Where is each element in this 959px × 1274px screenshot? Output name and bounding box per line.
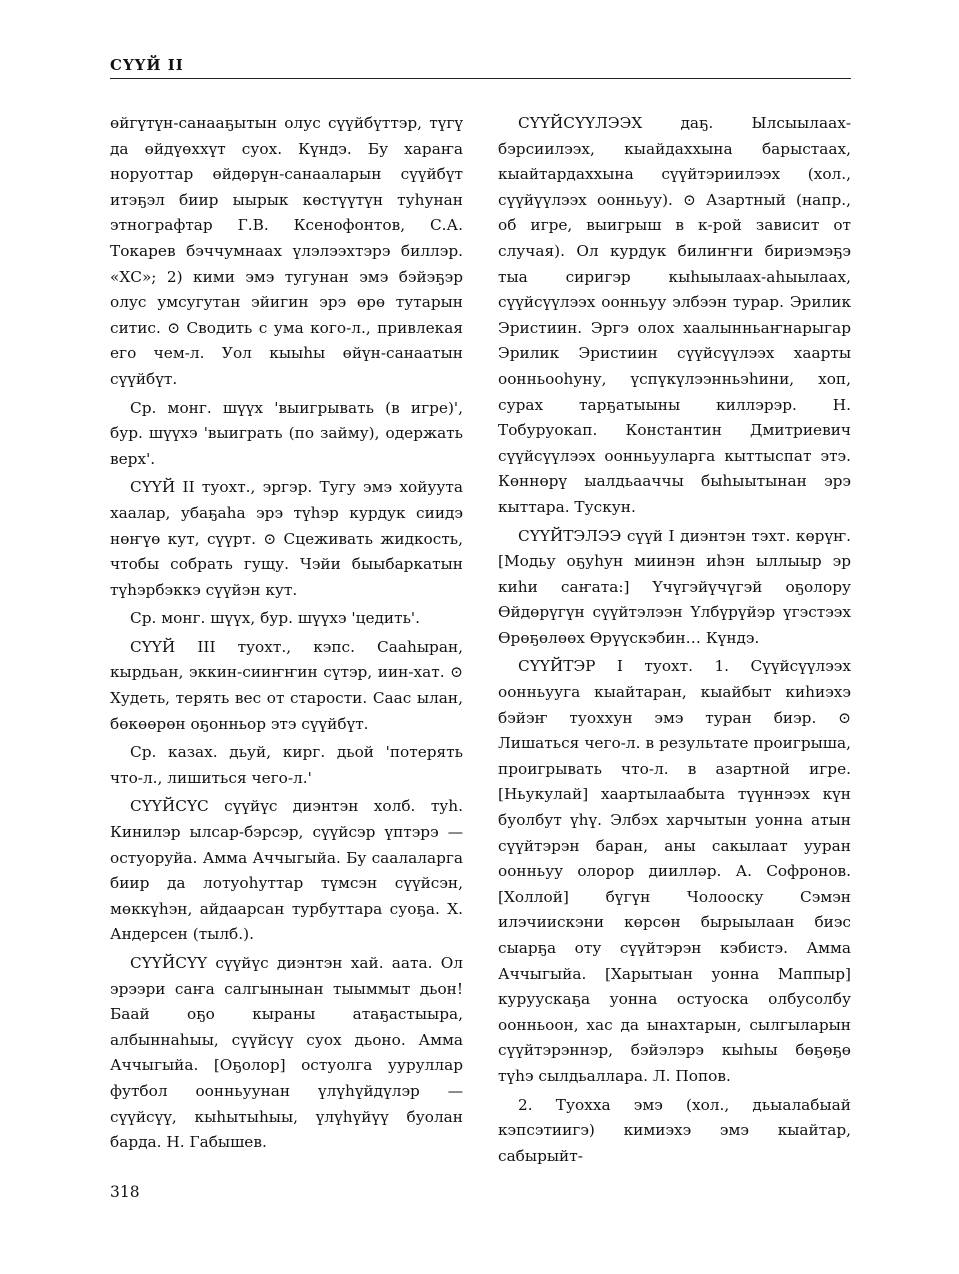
entry-paragraph: СҮҮЙСҮС сүүйүс диэнтэн холб. туһ. Кинилэр ылсар-бэрсэр, сүүйсэр үптэрэ — остуоруйа. Амма Аччыгыйа. Бу саалаларга биир да лотуоһуттар түмсэн сүүйсэн, мөккүһэн, айдаарсан турбуттара суоҕа. Х. Андерсен (тылб.).	[110, 797, 463, 944]
entry-paragraph: СҮҮЙСҮҮ сүүйүс диэнтэн хай. аата. Ол эрээри саҥа салгынынан тыыммыт дьон! Баай оҕо кыраны атаҕастыыра, албыннаһыы, сүүйсүү суох дьоно. Амма Аччыгыйа. [Оҕолор] остуолга ууруллар футбол оонньуунан үлүһүйдүлэр — сүүйсүү, кыһытыһыы, үлүһүйүү буолан барда. Н. Габышев.	[110, 954, 463, 1152]
entry-paragraph: СҮҮЙ III туохт., кэпс. Сааһыран, кырдьан, эккин-сииҥҥин сүтэр, иин-хат. ⊙ Худеть, терять вес от старости. Саас ылан, бөкөөрөн оҕонньор этэ сүүйбүт.	[110, 637, 463, 733]
entry-paragraph: Ср. монг. шүүх, бур. шүүхэ 'цедить'.	[130, 609, 420, 628]
page-number: 318	[110, 1183, 140, 1201]
entry-paragraph: 2. Туохха эмэ (хол., дьыалабыай кэпсэтиигэ) кимиэхэ эмэ кыайтар, сабырыйт-	[498, 1095, 851, 1165]
left-column	[110, 111, 463, 1159]
entry-paragraph: Ср. монг. шүүх 'выигрывать (в игре)', бур. шүүхэ 'выиграть (по займу), одержать верх'.	[110, 398, 463, 468]
header-rule	[110, 78, 851, 79]
entry-paragraph: СҮҮЙ II туохт., эргэр. Тугу эмэ хойуута хаалар, убаҕаһа эрэ түһэр курдук сиидэ нөҥүө кут, сүүрт. ⊙ Сцеживать жидкость, чтобы собрать гущу. Чэйи быыбаркатын түһэрбэккэ сүүйэн кут.	[110, 478, 463, 599]
entry-paragraph: Ср. казах. дьуй, кирг. дьой 'потерять что-л., лишиться чего-л.'	[110, 743, 463, 787]
entry-paragraph: СҮҮЙТЭЛЭЭ сүүй I диэнтэн тэхт. көрүҥ. [Модьу оҕуһун миинэн иһэн ыллыыр эр киһи саҥата:] Үчүгэйүчүгэй оҕолору Өйдөрүгүн сүүйтэлээн Үлбүрүйэр үгэстээх Өрөҕөлөөх Өрүүскэбин… Күндэ.	[498, 526, 851, 647]
entry-paragraph: СҮҮЙТЭР I туохт. 1. Сүүйсүүлээх оонньууга кыайтаран, кыайбыт киһиэхэ бэйэҥ туоххун эмэ туран биэр. ⊙ Лишаться чего-л. в результате проигрыша, проигрывать что-л. в азартной игре. [Ньукулай] хаартылаабыта түүннээх күн буолбут үһү. Элбэх харчытын уонна атын сүүйтэрэн баран, аны сакылаат ууран оонньуу олорор диилләр. А. Софронов. [Холлой] бүгүн Чолооску Сэмэн илэчиискэни көрсөн бырыылаан биэс сыарҕа оту сүүйтэрэн кэбистэ. Амма Аччыгыйа. [Харытыан уонна Маппыр] куруускаҕа уонна остуоска олбусолбу оонньоон, хас да ынахтарын, сылгыларын сүүйтэрэннэр, бэйэлэрэ кыһыы бөҕөҕө түһэ сылдьаллара. Л. Попов.	[498, 657, 851, 1085]
running-head: СҮҮЙ II	[110, 56, 184, 74]
entry-paragraph: СҮҮЙСҮҮЛЭЭХ даҕ. Ылсыылаах-бэрсиилээх, кыайдаххына барыстаах, кыайтардаххына сүүйтэриилээх (хол., сүүйүүлээх оонньуу). ⊙ Азартный (напр., об игре, выигрыш в к-рой зависит от случая). Ол курдук билиҥҥи бириэмэҕэ тыа сиригэр кыһыылаах-аһыылаах, сүүйсүүлээх оонньуу элбээн турар. Эрилик Эристиин. Эргэ олох хаалынньаҥнарыгар Эрилик Эристиин сүүйсүүлээх хаарты оонньооһуну, үспүкүлээнньэһини, хоп, сурах тарҕатыыны киллэрэр. Н. Тобуруокап. Константин Дмитриевич сүүйсүүлээх оонньууларга кыттыспат этэ. Көннөрү ыалдьааччы быһыытынан эрэ кыттара. Тускун.	[498, 114, 851, 516]
entry-paragraph: өйгүтүн-санааҕытын олус сүүйбүттэр, түгү да өйдүөххүт суох. Күндэ. Бу хараҥа норуоттар өйдөрүн-санааларын сүүйбүт итэҕэл биир ыырык көстүүтүн туһунан этнографтар Г.В. Ксенофонтов, С.А. Токарев бэччумнаах үлэлээхтэрэ биллэр. «ХС»; 2) кими эмэ тугунан эмэ бэйэҕэр олус умсугутан эйигин эрэ өрө тутарын ситис. ⊙ Сводить с ума кого-л., привлекая его чем-л. Уол кыыһы өйүн-санаатын сүүйбүт.	[110, 114, 463, 388]
right-column	[498, 111, 851, 1172]
